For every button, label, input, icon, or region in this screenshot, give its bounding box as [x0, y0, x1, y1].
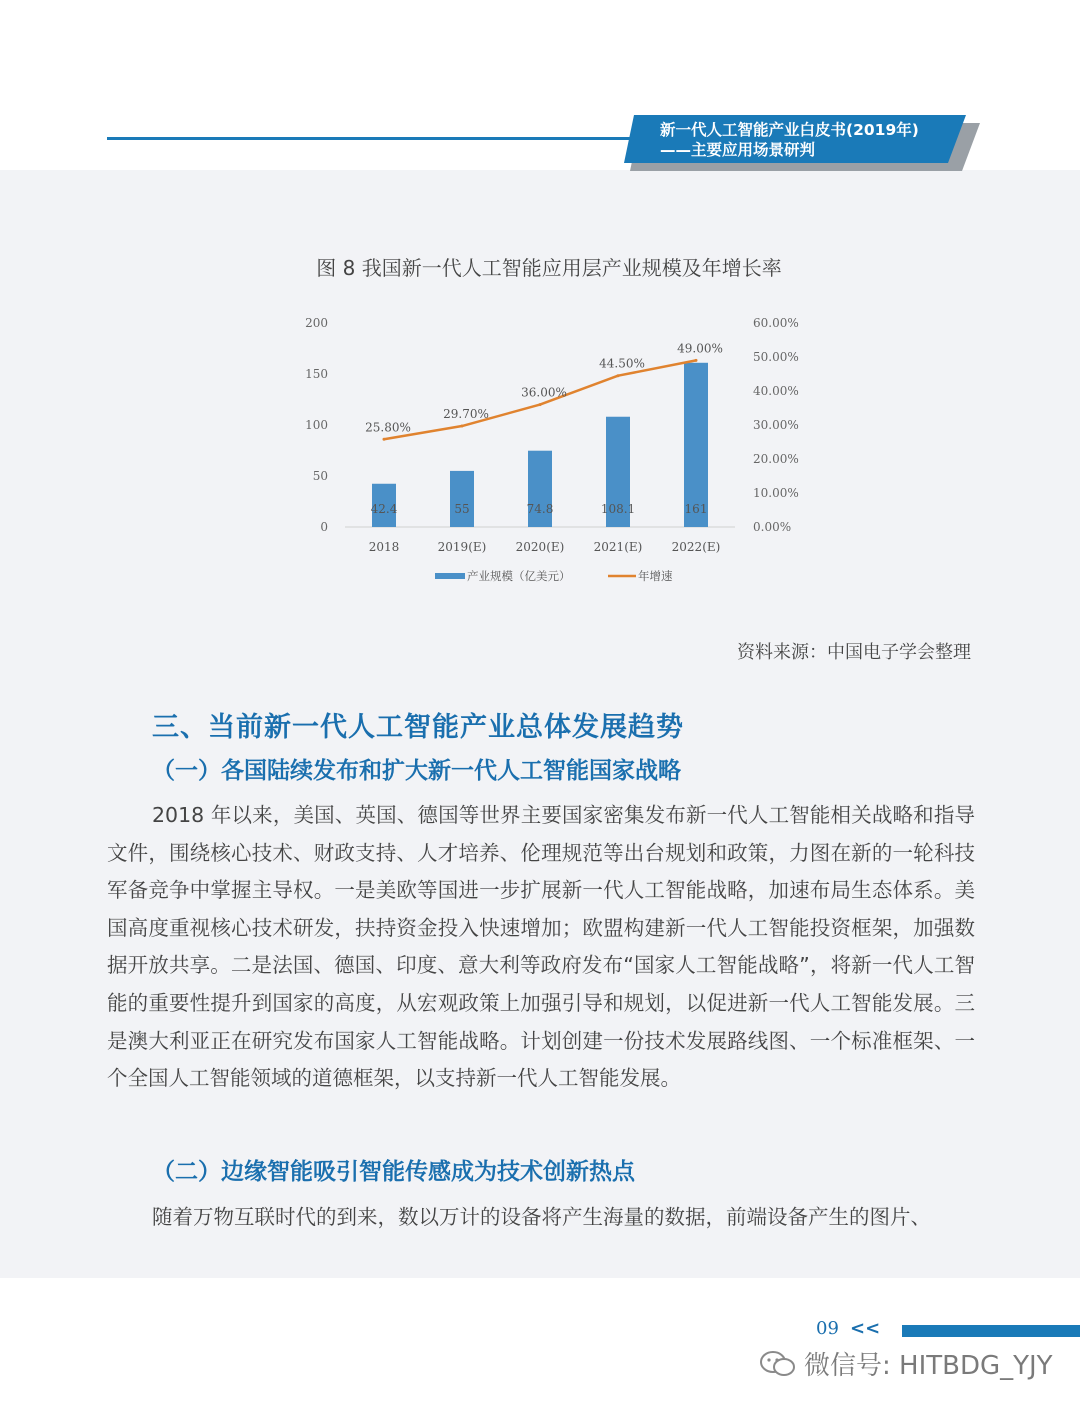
- growth-line: [384, 360, 696, 439]
- y-left-tick-label: 150: [305, 367, 328, 381]
- growth-data-label: 36.00%: [521, 385, 567, 400]
- bar-data-label: 108.1: [600, 502, 636, 516]
- y-left-tick-label: 200: [305, 316, 328, 330]
- figure-title: 图 8 我国新一代人工智能应用层产业规模及年增长率: [316, 256, 782, 280]
- wechat-icon: [758, 1349, 798, 1379]
- y-right-tick-label: 10.00%: [753, 486, 799, 500]
- header-title: [660, 120, 919, 160]
- page-arrows: <<: [850, 1318, 881, 1339]
- y-right-tick-label: 40.00%: [753, 384, 799, 398]
- growth-data-label: 25.80%: [365, 420, 411, 435]
- legend-bar-swatch: [435, 573, 465, 579]
- y-right-tick-label: 60.00%: [753, 316, 799, 330]
- y-left-tick-label: 0: [320, 520, 328, 534]
- growth-point: [695, 359, 698, 362]
- page-number: 09: [816, 1318, 839, 1339]
- subsection-heading-2: （二）边缘智能吸引智能传感成为技术创新热点: [152, 1159, 635, 1185]
- x-tick-label: 2018: [368, 540, 400, 554]
- growth-data-label: 44.50%: [599, 356, 645, 371]
- body-paragraph-1: 2018 年以来，美国、英国、德国等世界主要国家密集发布新一代人工智能相关战略和指导文件，围绕核心技术、财政支持、人才培养、伦理规范等出台规划和政策，力图在新的一轮科技军备竞争中掌握主导权。一是美欧等国进一步扩展新一代人工智能战略，加速布局生态体系。美国高度重视核心技术研发，扶持资金投入快速增加；欧盟构建新一代人工智能投资框架，加强数据开放共享。二是法国、德国、印度、意大利等政府发布“国家人工智能战略”，将新一代人工智能的重要性提升到国家的高度，从宏观政策上加强引导和规划，以促进新一代人工智能发展。三是澳大利亚正在研究发布国家人工智能战略。计划创建一份技术发展路线图、一个标准框架、一个全国人工智能领域的道德框架，以支持新一代人工智能发展。: [107, 803, 975, 1091]
- chart: [290, 300, 820, 600]
- header-title-line1: 新一代人工智能产业白皮书(2019年): [660, 121, 919, 139]
- bar-data-label: 161: [684, 502, 708, 516]
- subsection-heading-1: （一）各国陆续发布和扩大新一代人工智能国家战略: [152, 758, 681, 784]
- growth-point: [383, 438, 386, 441]
- body-paragraph-2: 随着万物互联时代的到来，数以万计的设备将产生海量的数据，前端设备产生的图片、: [152, 1205, 931, 1229]
- x-tick-label: 2022(E): [671, 540, 721, 554]
- x-tick-label: 2019(E): [437, 540, 487, 554]
- x-tick-label: 2021(E): [593, 540, 643, 554]
- legend-line-label: 年增速: [638, 569, 673, 583]
- x-tick-label: 2020(E): [515, 540, 565, 554]
- y-left-tick-label: 100: [305, 418, 328, 432]
- growth-point: [539, 403, 542, 406]
- y-left-tick-label: 50: [312, 469, 328, 483]
- footer-bar: [902, 1325, 1080, 1337]
- bar-data-label: 74.8: [526, 502, 554, 516]
- header-rule: [107, 137, 647, 140]
- y-right-tick-label: 50.00%: [753, 350, 799, 364]
- bar-data-label: 42.4: [370, 502, 398, 516]
- wechat-id: 微信号: HITBDG_YJY: [804, 1351, 1053, 1381]
- section-heading: 三、当前新一代人工智能产业总体发展趋势: [152, 712, 684, 743]
- growth-point: [617, 374, 620, 377]
- growth-data-label: 49.00%: [677, 341, 723, 356]
- legend-bar-label: 产业规模（亿美元）: [467, 569, 571, 583]
- bar-data-label: 55: [454, 502, 470, 516]
- bar: [450, 471, 474, 527]
- header-title-line2: ——主要应用场景研判: [660, 141, 816, 159]
- y-right-tick-label: 0.00%: [753, 520, 792, 534]
- wechat-watermark: [758, 1345, 1053, 1382]
- growth-data-label: 29.70%: [443, 407, 489, 422]
- y-right-tick-label: 20.00%: [753, 452, 799, 466]
- growth-point: [461, 425, 464, 428]
- figure-source: 资料来源：中国电子学会整理: [737, 642, 971, 663]
- y-right-tick-label: 30.00%: [753, 418, 799, 432]
